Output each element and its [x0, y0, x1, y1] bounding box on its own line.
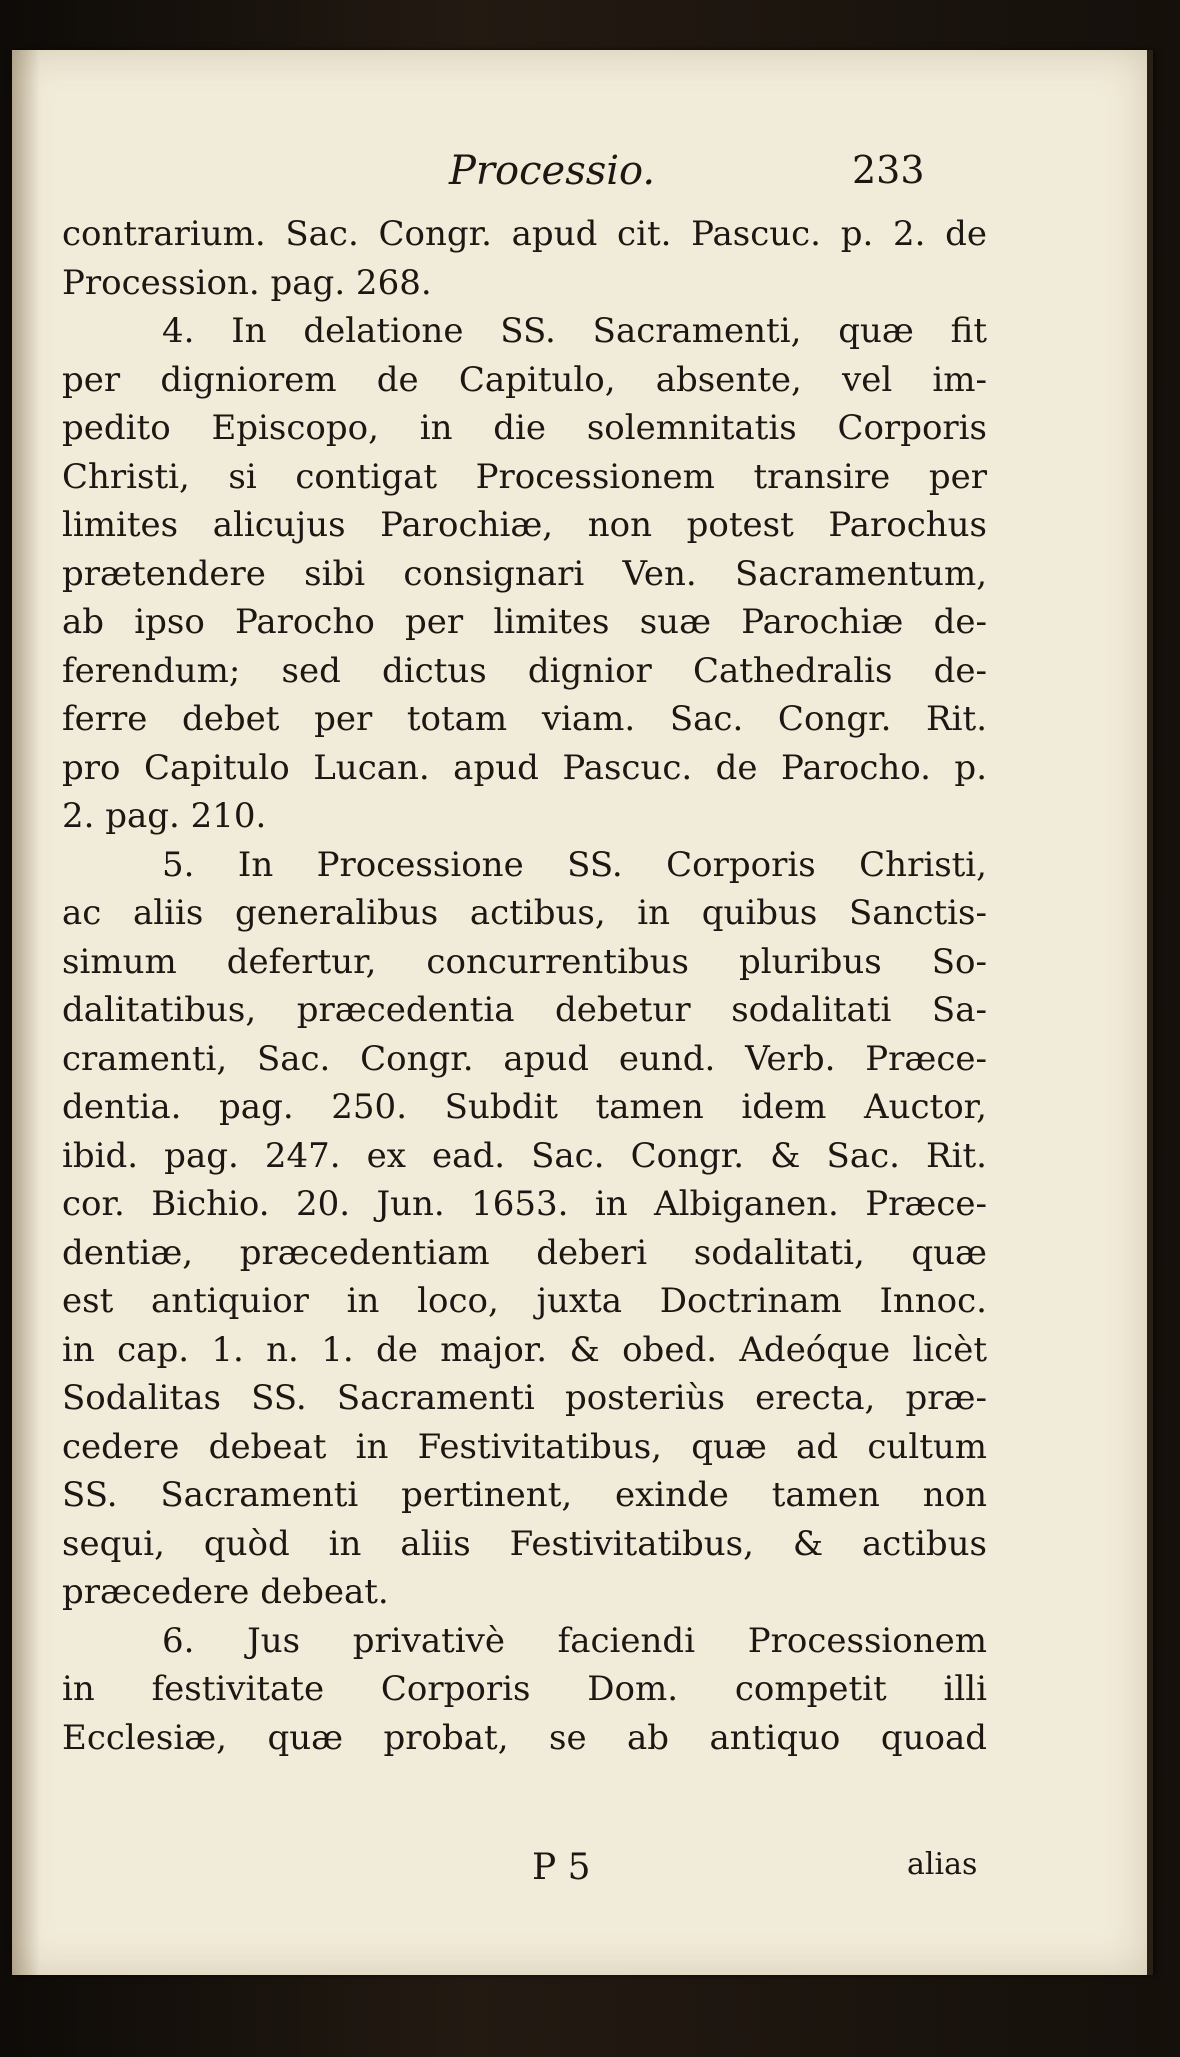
book-page	[12, 50, 1153, 1975]
page-number: 233	[852, 148, 925, 192]
page-footer	[12, 1847, 1147, 1907]
text-line: pedito Episcopo, in die solemnitatis Corporis	[62, 408, 987, 448]
text-line: ab ipso Parocho per limites suæ Parochiæ de-	[62, 602, 987, 642]
text-line: limites alicujus Parochiæ, non potest Parochus	[62, 505, 987, 545]
text-line: cor. Bichio. 20. Jun. 1653. in Albiganen. Præce-	[62, 1184, 987, 1224]
text-line: ferre debet per totam viam. Sac. Congr. Rit.	[62, 699, 987, 739]
text-line: Christi, si contigat Processionem transire per	[62, 456, 987, 497]
running-head	[12, 148, 1147, 208]
body-text	[62, 210, 987, 1762]
text-line: dalitatibus, præcedentia debetur sodalitati Sa-	[62, 990, 987, 1030]
text-line: per digniorem de Capitulo, absente, vel im-	[62, 359, 987, 400]
text-line: ibid. pag. 247. ex ead. Sac. Congr. & Sac. Rit.	[62, 1135, 987, 1176]
paragraph-start-line: 4. In delatione SS. Sacramenti, quæ fit	[162, 311, 987, 351]
text-line: sequi, quòd in aliis Festivitatibus, & actibus	[62, 1523, 987, 1564]
running-head-title: Processio.	[449, 148, 656, 194]
text-line: Procession. pag. 268.	[62, 262, 432, 303]
text-line: in cap. 1. n. 1. de major. & obed. Adeóque licèt	[62, 1329, 987, 1370]
catchword: alias	[907, 1847, 978, 1882]
text-line: ferendum; sed dictus dignior Cathedralis de-	[62, 650, 987, 691]
text-line: dentiæ, præcedentiam deberi sodalitati, quæ	[62, 1232, 987, 1273]
text-line: 2. pag. 210.	[62, 796, 267, 836]
signature-mark: P 5	[532, 1847, 591, 1888]
text-line: contrarium. Sac. Congr. apud cit. Pascuc. p. 2. de	[62, 214, 987, 254]
text-line: cramenti, Sac. Congr. apud eund. Verb. Præce-	[62, 1038, 987, 1079]
text-line: est antiquior in loco, juxta Doctrinam Innoc.	[62, 1281, 987, 1321]
text-line: dentia. pag. 250. Subdit tamen idem Auctor,	[62, 1087, 987, 1127]
text-line: cedere debeat in Festivitatibus, quæ ad cultum	[62, 1426, 987, 1467]
text-line: in festivitate Corporis Dom. competit illi	[62, 1669, 987, 1709]
text-line: simum defertur, concurrentibus pluribus So-	[62, 941, 987, 982]
text-line: prætendere sibi consignari Ven. Sacramentum,	[62, 553, 987, 594]
text-line: pro Capitulo Lucan. apud Pascuc. de Parocho. p.	[62, 747, 987, 788]
text-line: ac aliis generalibus actibus, in quibus Sanctis-	[62, 893, 987, 933]
text-line: SS. Sacramenti pertinent, exinde tamen non	[62, 1475, 987, 1515]
paragraph-start-line: 5. In Processione SS. Corporis Christi,	[162, 844, 987, 885]
paragraph-start-line: 6. Jus privativè faciendi Processionem	[162, 1620, 987, 1661]
text-line: præcedere debeat.	[62, 1572, 389, 1612]
text-line: Ecclesiæ, quæ probat, se ab antiquo quoad	[62, 1717, 987, 1758]
text-line: Sodalitas SS. Sacramenti posteriùs erecta, præ-	[62, 1378, 987, 1418]
